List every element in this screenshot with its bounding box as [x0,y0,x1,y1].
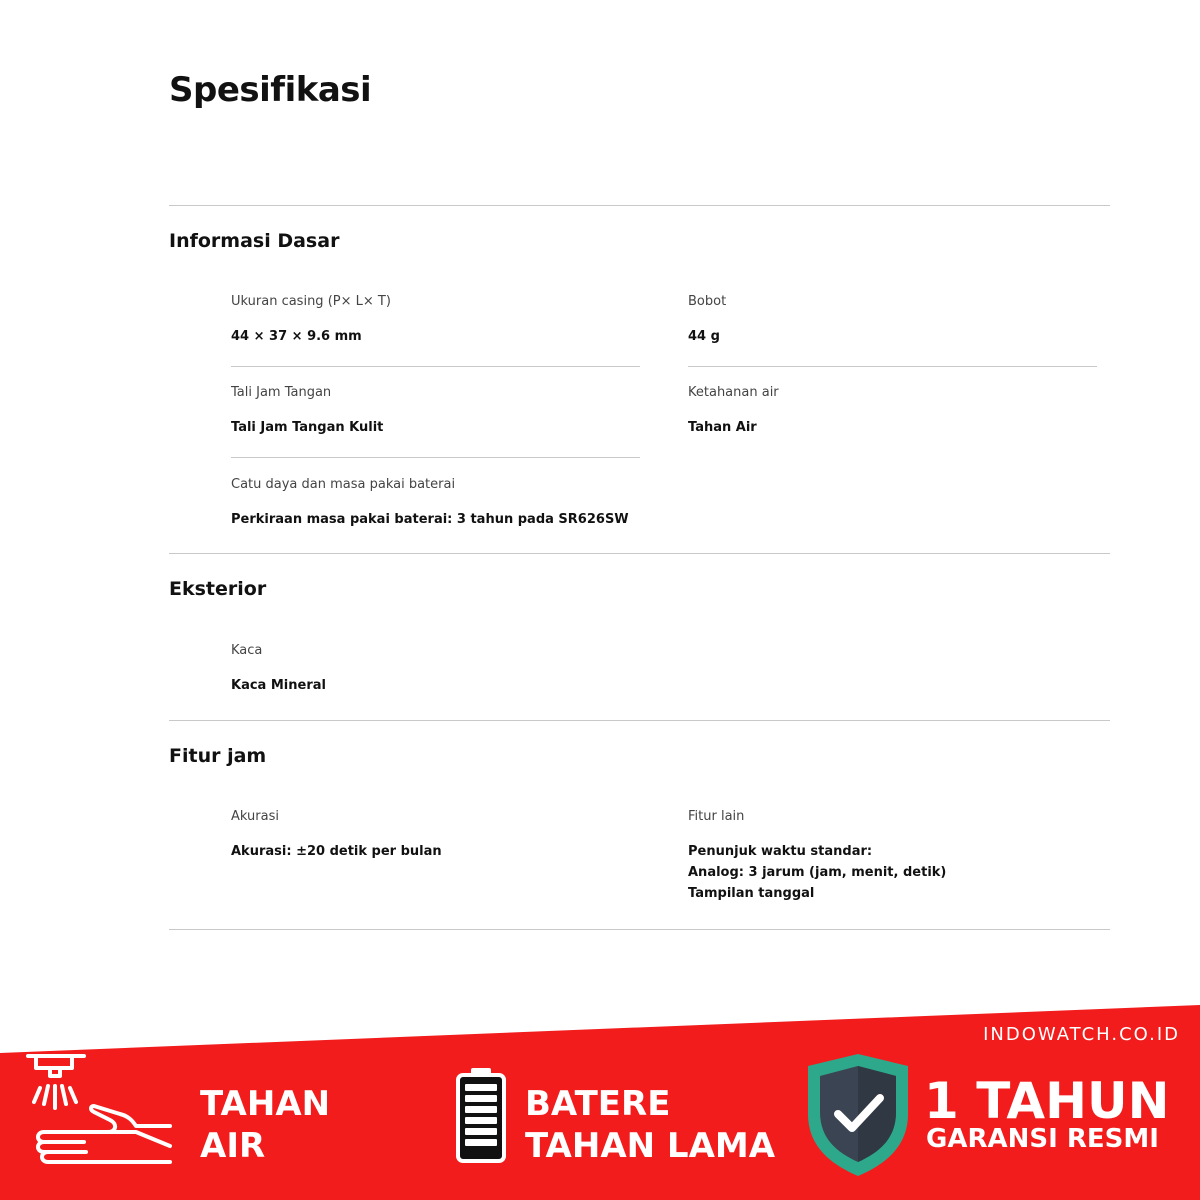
water-hand-icon [24,1050,174,1170]
spec-value: Akurasi: ±20 detik per bulan [231,844,442,859]
spec-value: Kaca Mineral [231,678,326,693]
section-divider [169,720,1110,721]
section-divider [169,929,1110,930]
section-title-features: Fitur jam [169,745,267,767]
promo-water-line2: AIR [200,1126,266,1166]
spec-label: Ketahanan air [688,385,779,400]
spec-case-size [231,294,641,347]
spec-label: Tali Jam Tangan [231,385,332,400]
promo-water [200,1083,330,1167]
promo-battery-line1: BATERE [525,1084,671,1124]
promo-warranty-years: 1 TAHUN [924,1072,1170,1130]
spec-glass [231,643,641,696]
spec-label: Catu daya dan masa pakai baterai [231,477,456,492]
section-divider [169,205,1110,206]
spec-value: Perkiraan masa pakai baterai: 3 tahun pada SR626SW [231,512,629,527]
spec-label: Bobot [688,294,727,309]
spec-weight [688,294,1098,347]
spec-accuracy [231,809,641,862]
spec-divider [231,457,640,458]
spec-value: Penunjuk waktu standar: Analog: 3 jarum (jam, menit, detik) Tampilan tanggal [688,844,947,901]
spec-value: Tali Jam Tangan Kulit [231,420,384,435]
section-divider [169,553,1110,554]
spec-label: Fitur lain [688,809,745,824]
spec-label: Ukuran casing (P× L× T) [231,294,391,309]
promo-water-line1: TAHAN [200,1084,331,1124]
spec-label: Kaca [231,643,263,658]
section-title-basic: Informasi Dasar [169,230,340,252]
spec-water-resistance [688,385,1098,438]
spec-value: 44 × 37 × 9.6 mm [231,329,362,344]
spec-strap [231,385,641,438]
promo-battery-line2: TAHAN LAMA [525,1126,776,1166]
spec-battery [231,477,671,530]
promo-warranty-label: GARANSI RESMI [926,1124,1159,1154]
shield-check-icon [806,1052,910,1178]
spec-label: Akurasi [231,809,279,824]
spec-value: Tahan Air [688,420,757,435]
section-title-exterior: Eksterior [169,578,267,600]
spec-other-features [688,809,1098,904]
page-title: Spesifikasi [169,70,372,110]
site-url: INDOWATCH.CO.ID [983,1024,1180,1045]
spec-divider [231,366,640,367]
spec-value: 44 g [688,329,720,344]
promo-battery [525,1083,775,1167]
battery-icon [455,1066,507,1164]
spec-divider [688,366,1097,367]
